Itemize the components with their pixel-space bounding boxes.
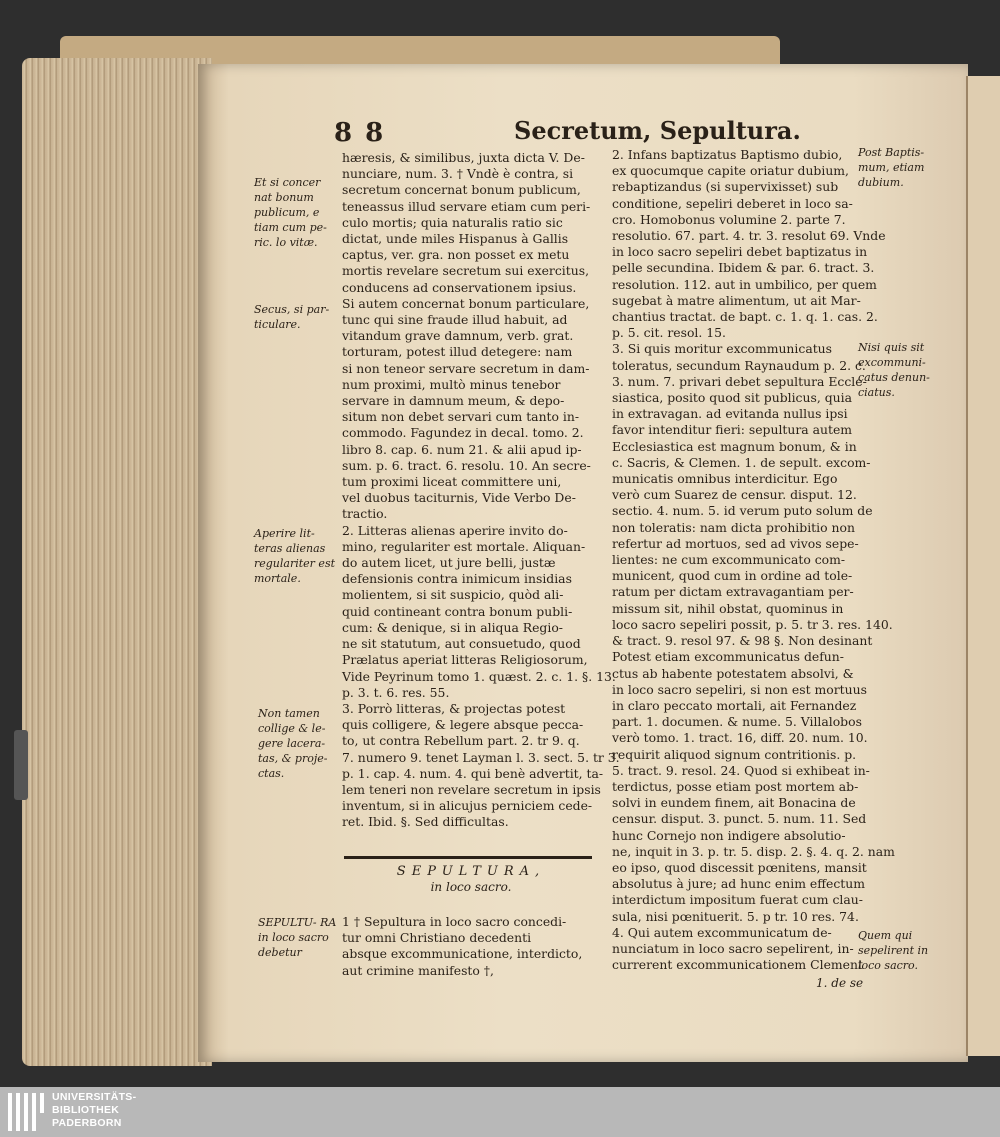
text-line: p. 5. cit. resol. 15. bbox=[612, 325, 726, 341]
text-line: 2. Infans baptizatus Baptismo dubio, bbox=[612, 147, 843, 162]
text-line: chantius tractat. de bapt. c. 1. q. 1. cas. 2. bbox=[612, 309, 878, 325]
text-line: Potest etiam excommunicatus defun- bbox=[612, 649, 844, 665]
text-line: terdictus, posse etiam post mortem ab- bbox=[612, 778, 859, 794]
text-line: conducens ad conservationem ipsius. bbox=[342, 279, 577, 295]
text-line: toleratus, secundum Raynaudum p. 2. c. bbox=[612, 357, 866, 373]
margin-note-left: SEPULTU- RA in loco sacro debetur bbox=[258, 916, 337, 959]
text-line: secretum concernat bonum publicum, bbox=[342, 182, 581, 198]
text-line: 1 † Sepultura in loco sacro concedi- bbox=[342, 914, 567, 929]
left-text-column bbox=[342, 150, 620, 831]
logo-line: UNIVERSITÄTS- bbox=[52, 1091, 137, 1103]
text-line: mino, regulariter est mortale. Aliquan- bbox=[342, 538, 586, 554]
text-line: servare in damnum meum, & depo- bbox=[342, 393, 565, 409]
text-line: teneassus illud servare etiam cum peri- bbox=[342, 198, 591, 214]
logo-line: PADERBORN bbox=[52, 1117, 122, 1129]
text-line: nunciatum in loco sacro sepelirent, in- bbox=[612, 940, 854, 956]
text-line: requirit aliquod signum contritionis. p. bbox=[612, 746, 857, 762]
text-line: hunc Cornejo non indigere absolutio- bbox=[612, 827, 846, 843]
text-line: vel duobus taciturnis, Vide Verbo De- bbox=[342, 490, 576, 506]
margin-note-left: Non tamen collige & le- gere lacera- tas, & proje- ctas. bbox=[258, 707, 328, 780]
section-heading: SEPULTURA, bbox=[396, 864, 546, 879]
text-line: libro 8. cap. 6. num 21. & alii apud ip- bbox=[342, 441, 582, 457]
margin-note-left: Aperire lit- teras alienas regulariter est mortale. bbox=[254, 527, 336, 585]
facing-page-edge bbox=[966, 76, 1000, 1056]
text-line: commodo. Fagundez in decal. tomo. 2. bbox=[342, 425, 584, 441]
text-line: absque excommunicatione, interdicto, bbox=[342, 946, 583, 962]
section-subheading: in loco sacro. bbox=[430, 880, 512, 894]
text-line: resolution. 112. aut in umbilico, per quem bbox=[612, 276, 877, 292]
text-line: Ecclesiastica est magnum bonum, & in bbox=[612, 438, 857, 454]
text-line: siastica, posito quod sit publicus, quia bbox=[612, 390, 852, 406]
text-line: missum sit, nihil obstat, quominus in bbox=[612, 600, 844, 616]
text-line: num proximi, multò minus tenebor bbox=[342, 376, 561, 392]
text-line: solvi in eundem finem, ait Bonacina de bbox=[612, 795, 856, 811]
text-line: inventum, si in alicujus perniciem cede- bbox=[342, 798, 593, 814]
text-line: verò tomo. 1. tract. 16, diff. 20. num. 10. bbox=[612, 730, 868, 746]
text-line: 3. Si quis moritur excommunicatus bbox=[612, 341, 833, 357]
margin-note-right: Post Baptis- mum, etiam dubium. bbox=[858, 146, 925, 189]
text-line: municent, quod cum in ordine ad tole- bbox=[612, 568, 853, 584]
library-logo-icon bbox=[8, 1093, 48, 1131]
margin-note-left: Et si concer nat bonum publicum, e tiam cum pe- ric. lo vitæ. bbox=[254, 176, 327, 249]
text-line: rebaptizandus (si supervixisset) sub bbox=[612, 179, 839, 195]
text-line: ctus ab habente potestatem absolvi, & bbox=[612, 665, 854, 681]
text-line: sula, nisi pœnituerit. 5. p tr. 10 res. 74. bbox=[612, 908, 859, 924]
text-line: resolutio. 67. part. 4. tr. 3. resolut 69. Vnde bbox=[612, 228, 886, 244]
text-line: vitandum grave damnum, verb. grat. bbox=[342, 328, 574, 344]
margin-note-right: Nisi quis sit excommuni- catus denun- ciatus. bbox=[858, 341, 930, 399]
text-line: cum: & denique, si in aliqua Regio- bbox=[342, 619, 563, 635]
text-line: tunc qui sine fraude illud habuit, ad bbox=[342, 312, 568, 328]
text-line: tum proximi liceat committere uni, bbox=[342, 474, 562, 490]
text-line: ne, inquit in 3. p. tr. 5. disp. 2. §. 4. q. 2. nam bbox=[612, 843, 895, 859]
text-line: p. 3. t. 6. res. 55. bbox=[342, 684, 450, 700]
text-line: aut crimine manifesto †, bbox=[342, 962, 494, 978]
library-logo-text bbox=[52, 1091, 136, 1130]
text-line: in loco sacro sepeliri debet baptizatus in bbox=[612, 244, 868, 260]
margin-note-left: Secus, si par- ticulare. bbox=[254, 303, 330, 331]
text-line: ne sit statutum, aut consuetudo, quod bbox=[342, 636, 581, 652]
text-line: si non teneor servare secretum in dam- bbox=[342, 360, 590, 376]
text-line: dictat, unde miles Hispanus à Gallis bbox=[342, 231, 569, 247]
text-line: lem teneri non revelare secretum in ipsis bbox=[342, 781, 601, 797]
text-line: loco sacro sepeliri possit, p. 5. tr 3. res. 140. bbox=[612, 616, 893, 632]
text-line: torturam, potest illud detegere: nam bbox=[342, 344, 573, 360]
text-line: in claro peccato mortali, ait Fernandez bbox=[612, 697, 857, 713]
text-line: mortis revelare secretum sui exercitus, bbox=[342, 263, 590, 279]
text-line: hæresis, & similibus, juxta dicta V. De- bbox=[342, 150, 585, 165]
text-line: Si autem concernat bonum particulare, bbox=[342, 295, 590, 311]
text-line: 3. num. 7. privari debet sepultura Eccle- bbox=[612, 373, 867, 389]
text-line: molientem, si sit suspicio, quòd ali- bbox=[342, 587, 564, 603]
text-line: quid contineant contra bonum publi- bbox=[342, 603, 573, 619]
footer-bar bbox=[0, 1087, 1000, 1137]
text-line: ret. Ibid. §. Sed difficultas. bbox=[342, 814, 509, 830]
text-line: refertur ad mortuos, sed ad vivos sepe- bbox=[612, 535, 859, 551]
book-page-edges bbox=[22, 58, 212, 1066]
text-line: culo mortis; quia naturalis ratio sic bbox=[342, 214, 563, 230]
text-line: 3. Porrò litteras, & projectas potest bbox=[342, 700, 566, 716]
text-line: in extravagan. ad evitanda nullus ipsi bbox=[612, 406, 848, 422]
text-line: tractio. bbox=[342, 506, 388, 522]
text-line: conditione, sepeliri deberet in loco sa- bbox=[612, 195, 853, 211]
text-line: 7. numero 9. tenet Layman l. 3. sect. 5. tr 3. bbox=[342, 749, 620, 765]
text-line: in loco sacro sepeliri, si non est mortuus bbox=[612, 681, 867, 697]
text-line: do autem licet, ut jure belli, justæ bbox=[342, 555, 556, 571]
logo-line: BIBLIOTHEK bbox=[52, 1104, 120, 1116]
text-line: eo ipso, quod discessit pœnitens, mansit bbox=[612, 859, 867, 875]
text-line: part. 1. documen. & nume. 5. Villalobos bbox=[612, 714, 862, 730]
text-line: pelle secundina. Ibidem & par. 6. tract. 3. bbox=[612, 260, 875, 276]
text-line: nunciare, num. 3. † Vndè è contra, si bbox=[342, 166, 574, 182]
book-clasp bbox=[14, 730, 28, 800]
text-line: 4. Qui autem excommunicatum de- bbox=[612, 924, 832, 940]
text-line: ratum per dictam extravagantiam per- bbox=[612, 584, 854, 600]
text-line: lientes: ne cum excommunicato com- bbox=[612, 552, 846, 568]
text-line: non toleratis: nam dicta prohibitio non bbox=[612, 519, 855, 535]
text-line: captus, ver. gra. non posset ex metu bbox=[342, 247, 570, 263]
text-line: p. 1. cap. 4. num. 4. qui benè advertit, ta- bbox=[342, 765, 604, 781]
page-number: 8 8 bbox=[334, 118, 386, 148]
text-line: 2. Litteras alienas aperire invito do- bbox=[342, 522, 568, 538]
text-line: situm non debet servari cum tanto in- bbox=[342, 409, 580, 425]
text-line: defensionis contra inimicum insidias bbox=[342, 571, 572, 587]
text-line: quis colligere, & legere absque pecca- bbox=[342, 717, 584, 733]
text-line: ex quocumque capite oriatur dubium, bbox=[612, 163, 849, 179]
running-title: Secretum, Sepultura. bbox=[514, 116, 801, 145]
text-line: absolutus à jure; ad hunc enim effectum bbox=[612, 876, 866, 892]
text-line: cro. Homobonus volumine 2. parte 7. bbox=[612, 211, 846, 227]
text-line: & tract. 9. resol 97. & 98 §. Non desinant bbox=[612, 633, 873, 649]
catchword: 1. de se bbox=[816, 976, 864, 990]
text-line: censur. disput. 3. punct. 5. num. 11. Sed bbox=[612, 811, 867, 827]
text-line: to, ut contra Rebellum part. 2. tr 9. q. bbox=[342, 733, 580, 749]
section-divider bbox=[344, 856, 592, 859]
text-line: currerent excommunicationem Clement bbox=[612, 957, 863, 973]
text-line: c. Sacris, & Clemen. 1. de sepult. excom- bbox=[612, 454, 871, 470]
text-line: sum. p. 6. tract. 6. resolu. 10. An secre- bbox=[342, 457, 591, 473]
margin-note-right: Quem qui sepelirent in loco sacro. bbox=[858, 929, 929, 972]
text-line: verò cum Suarez de censur. disput. 12. bbox=[612, 487, 857, 503]
text-line: favor intenditur fieri: sepultura autem bbox=[612, 422, 853, 438]
text-line: Vide Peyrinum tomo 1. quæst. 2. c. 1. §. 13. bbox=[342, 668, 616, 684]
text-line: 5. tract. 9. resol. 24. Quod si exhibeat in- bbox=[612, 762, 870, 778]
text-line: sugebat à matre alimentum, ut ait Mar- bbox=[612, 292, 861, 308]
sepultura-paragraph bbox=[342, 914, 600, 979]
text-line: Prælatus aperiat litteras Religiosorum, bbox=[342, 652, 588, 668]
text-line: interdictum impositum fuerat cum clau- bbox=[612, 892, 863, 908]
text-line: municatis omnibus interdicitur. Ego bbox=[612, 471, 838, 487]
text-line: tur omni Christiano decedenti bbox=[342, 930, 532, 946]
text-line: sectio. 4. num. 5. id verum puto solum de bbox=[612, 503, 873, 519]
